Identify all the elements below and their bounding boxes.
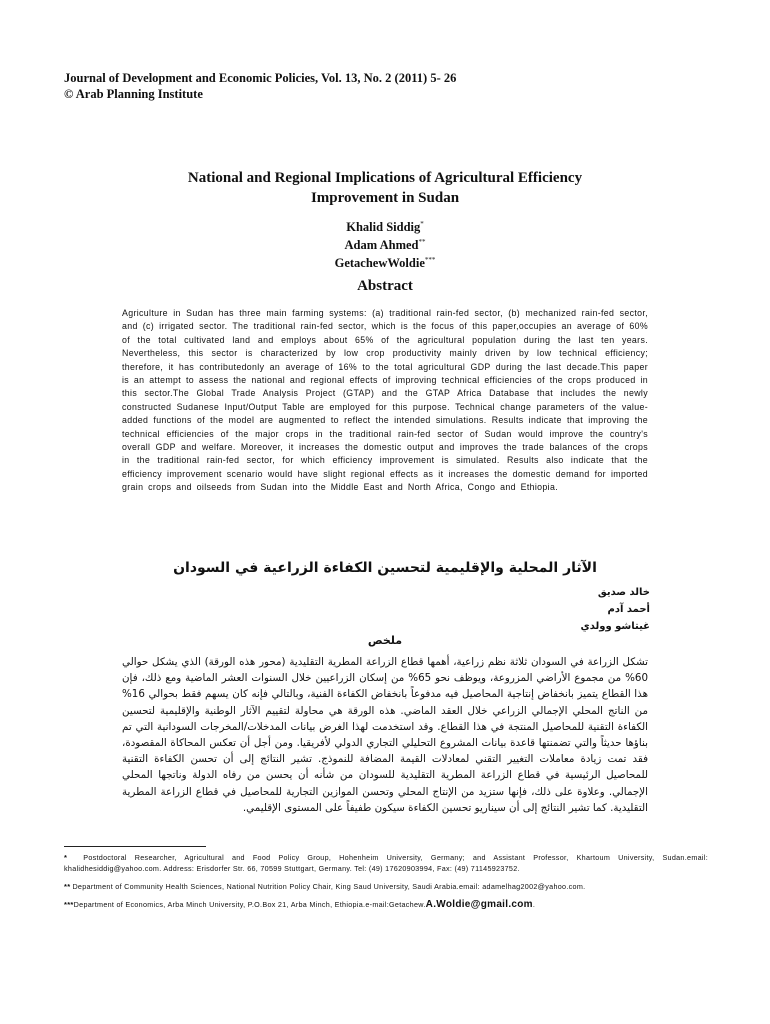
footnote-text: Department of Economics, Arba Minch University, P.O.Box 21, Arba Minch, Ethiopia.e-mail:Getachew. [73, 900, 426, 909]
author-mark: ** [418, 238, 426, 247]
journal-header [64, 70, 704, 102]
arabic-summary-heading: ملخص [367, 634, 403, 647]
author-3 [200, 253, 570, 271]
author-list [200, 217, 570, 271]
arabic-author-list [500, 584, 650, 635]
footnote-1 [64, 852, 708, 874]
author-mark: *** [424, 256, 436, 265]
journal-copyright: © Arab Planning Institute [64, 87, 203, 101]
footnote-mark: *** [64, 900, 74, 909]
footnote-divider [64, 846, 206, 847]
author-1 [200, 217, 570, 235]
author-mark: * [420, 220, 424, 228]
footnote-mark: * [64, 853, 68, 862]
arabic-title: الآثار المحلية والإقليمية لتحسين الكفاءة الزراعية في السودان [173, 560, 597, 576]
journal-citation: Journal of Development and Economic Policies, Vol. 13, No. 2 (2011) 5- 26 [64, 71, 457, 85]
footnote-2 [64, 881, 708, 892]
footnote-text-end: . [532, 900, 536, 909]
author-2 [200, 235, 570, 253]
abstract-text: Agriculture in Sudan has three main farming systems: (a) traditional rain-fed sector, (b) mechanized rain-fed sector, and (c) irrigated sector. The traditional rain-fed sector, which is the focus of this paper,occupies an average of 60% of the total cultivated land and employs about 65% of the agricultural population during the last ten years. Nevertheless, this sector is characterized by low crop productivity mainly driven by low technical efficiency; therefore, it has contributedonly an average of 16% to the total agricultural GDP during the last decade.This paper is an attempt to assess the national and regional effects of improving technical efficiencies of the crops produced in this sector.The Global Trade Analysis Project (GTAP) and the GTAP Africa Database that includes the newly constructed Sudanese Input/Output Table are employed for this purpose. Technical change parameters of the value-added functions of the model are augmented to reflect the intended simulations. Results indicate that improving the technical efficiencies of the major crops in the traditional rain-fed sector of Sudan would improve the country's overall GDP and welfare. Moreover, it increases the domestic output and improves the trade balances of the crops in the traditional rain-fed sector, for which efficiency improvement is simulated. Results also indicate that the efficiency improvement scenario would have slight regional effects as it increases the domestic demand for imported grain crops and oilseeds from Sudan into the Middle East and North Africa, Congo and Ethiopia. [122, 308, 648, 493]
abstract-heading: Abstract [357, 278, 413, 294]
author-name: GetachewWoldie [334, 256, 425, 271]
paper-title [120, 168, 650, 208]
footnote-text: Postdoctoral Researcher, Agricultural and Food Policy Group, Hohenheim University, Germany; and Assistant Professor, Khartoum University, Sudan.email: khalidhesiddig@yahoo.com. Address: Erisdorfer Str. 66, 70599 Stuttgart, Germany. Tel: (49) 17620903994, Fax: (49) 71145923752. [64, 853, 708, 873]
footnote-text: Department of Community Health Sciences, National Nutrition Policy Chair, King Saud University, Saudi Arabia.email: adamelhag2002@yahoo.com. [72, 882, 586, 891]
footnotes [64, 852, 708, 917]
arabic-summary-text: تشكل الزراعة في السودان ثلاثة نظم زراعية، أهمها قطاع الزراعة المطرية التقليدية (محور هذه الورقة) الذي يشكل حوالي 60% من مجموع الأراضي المزروعة، ويوظف نحو 65% من إسكان الزراعيين خلال السنوات العشر الماضية ومع ذلك، فإن هذا القطاع يتميز بانخفاض إنتاجية المحاصيل فيه مدفوعاً بانخفاض الكفاءة الفنية، وبالتالي فإنه كان يسهم فقط بحوالي 16% من الناتج المحلي الإجمالي الزراعي خلال العقد الماضي. هذه الورقة هي محاولة لتقييم الآثار الوطنية والإقليمية لتحسين الكفاءة التقنية للمحاصيل المنتجة في هذا القطاع. وقد استخدمت لهذا الغرض بيانات المدخلات/المخرجات السودانية التي تم بناؤها حديثاً والتي تضمنتها قاعدة بيانات المشروع التحليلي التجاري الدولي لأفريقيا. ومن أجل أن تعكس المحاكاة المقصودة، فقد تمت زيادة معاملات التغيير التقني لمعادلات القيمة المضافة للنموذج. تشير النتائج إلى أن تحسن الكفاءة التقنية للمحاصيل الرئيسية في قطاع الزراعة المطرية التقليدية للسودان من شأنه أن يحسن من رفاه الدولة وناتجها المحلي الإجمالي. وعلاوة على ذلك، فإنها ستزيد من الإنتاج المحلي وتحسن الموازين التجارية للمحاصيل في قطاع الزراعة المطرية التقليدية. كما تشير النتائج إلى أن سيناريو تحسين الكفاءة سيكون طفيفاً على المستوى الإقليمي. [122, 656, 648, 814]
paper-title-line-1: National and Regional Implications of Agricultural Efficiency [187, 170, 583, 186]
arabic-author-3: غيتاشو وولدي [580, 621, 650, 632]
footnote-3 [64, 899, 708, 910]
footnote-mark: ** [64, 882, 71, 891]
author-name: Khalid Siddig [346, 220, 421, 235]
author-name: Adam Ahmed [344, 238, 419, 253]
arabic-author-2: أحمد آدم [607, 604, 650, 615]
footnote-email: A.Woldie@gmail.com [425, 899, 533, 910]
paper-title-line-2: Improvement in Sudan [310, 190, 460, 206]
arabic-author-1: خالد صديق [597, 587, 650, 598]
